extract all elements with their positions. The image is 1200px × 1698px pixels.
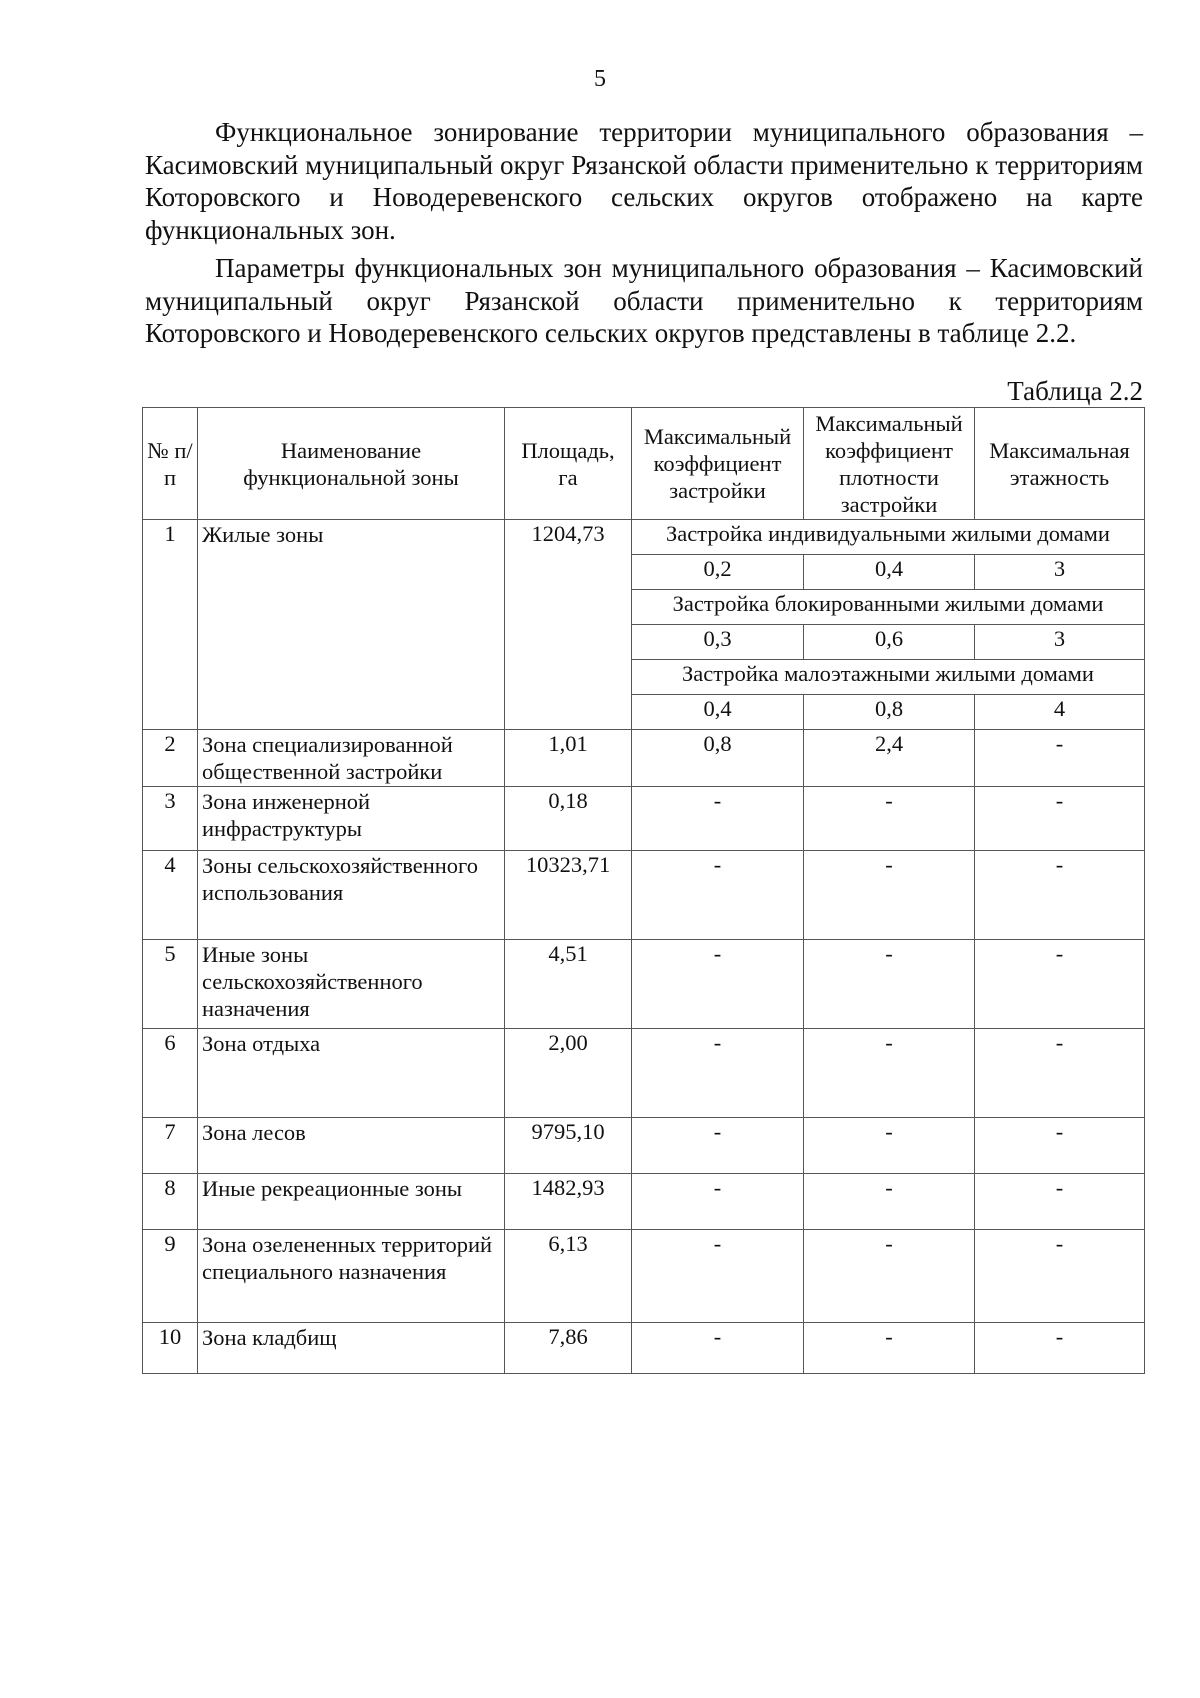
cell-name: Зона инженерной инфраструктуры [198, 787, 505, 851]
cell-num: 6 [143, 1029, 198, 1118]
table-row [143, 730, 1145, 787]
cell-floors: - [975, 1323, 1145, 1374]
page-number: 5 [594, 66, 606, 92]
cell-coef-density: 0,8 [804, 695, 975, 730]
cell-coef-build: - [632, 787, 804, 851]
cell-coef-build: - [632, 1174, 804, 1230]
cell-area: 10323,71 [505, 851, 632, 940]
cell-floors: - [975, 1029, 1145, 1118]
cell-name: Зона озелененных территорий специального назначения [198, 1230, 505, 1323]
header-floors: Максимальная этажность [975, 408, 1145, 520]
cell-coef-density: 2,4 [804, 730, 975, 787]
table-row [143, 940, 1145, 1029]
cell-name: Жилые зоны [198, 520, 505, 730]
cell-floors: - [975, 940, 1145, 1029]
cell-coef-density: - [804, 1323, 975, 1374]
cell-num: 7 [143, 1118, 198, 1174]
cell-num: 1 [143, 520, 198, 730]
cell-name: Зона отдыха [198, 1029, 505, 1118]
cell-name: Иные зоны сельскохозяйственного назначения [198, 940, 505, 1029]
cell-num: 5 [143, 940, 198, 1029]
cell-coef-build: - [632, 1118, 804, 1174]
cell-name: Зона кладбищ [198, 1323, 505, 1374]
cell-num: 8 [143, 1174, 198, 1230]
cell-num: 10 [143, 1323, 198, 1374]
cell-area: 4,51 [505, 940, 632, 1029]
paragraph-zoning: Функциональное зонирование территории муниципального образования – Касимовский муниципальный округ Рязанской области применительно к территориям Которовского и Новодеревенского сельских округов отображено на карте функциональных зон. [145, 117, 1143, 245]
cell-coef-density: - [804, 851, 975, 940]
paragraph-parameters: Параметры функциональных зон муниципального образования – Касимовский муниципальный округ Рязанской области применительно к территориям Которовского и Новодеревенского сельских округов представлены в таблице 2.2. [145, 253, 1143, 348]
cell-coef-build: - [632, 851, 804, 940]
subgroup-label: Застройка индивидуальными жилыми домами [632, 520, 1145, 555]
table-row [143, 851, 1145, 940]
table-row [143, 1029, 1145, 1118]
cell-coef-build: 0,8 [632, 730, 804, 787]
cell-coef-build: - [632, 1029, 804, 1118]
cell-area: 0,18 [505, 787, 632, 851]
subgroup-label: Застройка малоэтажными жилыми домами [632, 660, 1145, 695]
header-num: № п/п [143, 408, 198, 520]
cell-floors: - [975, 1118, 1145, 1174]
header-coef-build: Максимальный коэффициент застройки [632, 408, 804, 520]
table-row [143, 1174, 1145, 1230]
cell-num: 4 [143, 851, 198, 940]
cell-coef-density: 0,6 [804, 625, 975, 660]
cell-coef-density: - [804, 940, 975, 1029]
cell-coef-build: 0,3 [632, 625, 804, 660]
table-row [143, 520, 1145, 555]
table-row [143, 1118, 1145, 1174]
cell-floors: - [975, 730, 1145, 787]
cell-coef-build: - [632, 1230, 804, 1323]
table-row [143, 1230, 1145, 1323]
cell-area: 1,01 [505, 730, 632, 787]
cell-num: 3 [143, 787, 198, 851]
cell-coef-density: - [804, 787, 975, 851]
cell-floors: 4 [975, 695, 1145, 730]
cell-coef-density: - [804, 1174, 975, 1230]
cell-name: Зона специализированной общественной застройки [198, 730, 505, 787]
cell-coef-build: - [632, 1323, 804, 1374]
cell-name: Иные рекреационные зоны [198, 1174, 505, 1230]
cell-floors: - [975, 1230, 1145, 1323]
cell-area: 6,13 [505, 1230, 632, 1323]
cell-area: 9795,10 [505, 1118, 632, 1174]
cell-floors: 3 [975, 555, 1145, 590]
cell-area: 1204,73 [505, 520, 632, 730]
cell-area: 7,86 [505, 1323, 632, 1374]
header-coef-density: Максимальный коэффициент плотности застройки [804, 408, 975, 520]
cell-floors: - [975, 851, 1145, 940]
cell-coef-density: - [804, 1230, 975, 1323]
cell-coef-build: 0,4 [632, 695, 804, 730]
cell-coef-density: 0,4 [804, 555, 975, 590]
subgroup-label: Застройка блокированными жилыми домами [632, 590, 1145, 625]
zones-table [142, 407, 1145, 1374]
table-row [143, 787, 1145, 851]
cell-coef-build: - [632, 940, 804, 1029]
cell-name: Зоны сельскохозяйственного использования [198, 851, 505, 940]
cell-num: 2 [143, 730, 198, 787]
table-caption: Таблица 2.2 [1007, 376, 1143, 406]
header-area: Площадь, га [505, 408, 632, 520]
cell-coef-density: - [804, 1029, 975, 1118]
cell-floors: 3 [975, 625, 1145, 660]
cell-floors: - [975, 1174, 1145, 1230]
cell-name: Зона лесов [198, 1118, 505, 1174]
body-text [145, 116, 1143, 350]
header-name: Наименование функциональной зоны [198, 408, 505, 520]
cell-area: 2,00 [505, 1029, 632, 1118]
cell-num: 9 [143, 1230, 198, 1323]
cell-area: 1482,93 [505, 1174, 632, 1230]
cell-coef-build: 0,2 [632, 555, 804, 590]
table-header-row [143, 408, 1145, 520]
table-row [143, 1323, 1145, 1374]
cell-coef-density: - [804, 1118, 975, 1174]
cell-floors: - [975, 787, 1145, 851]
